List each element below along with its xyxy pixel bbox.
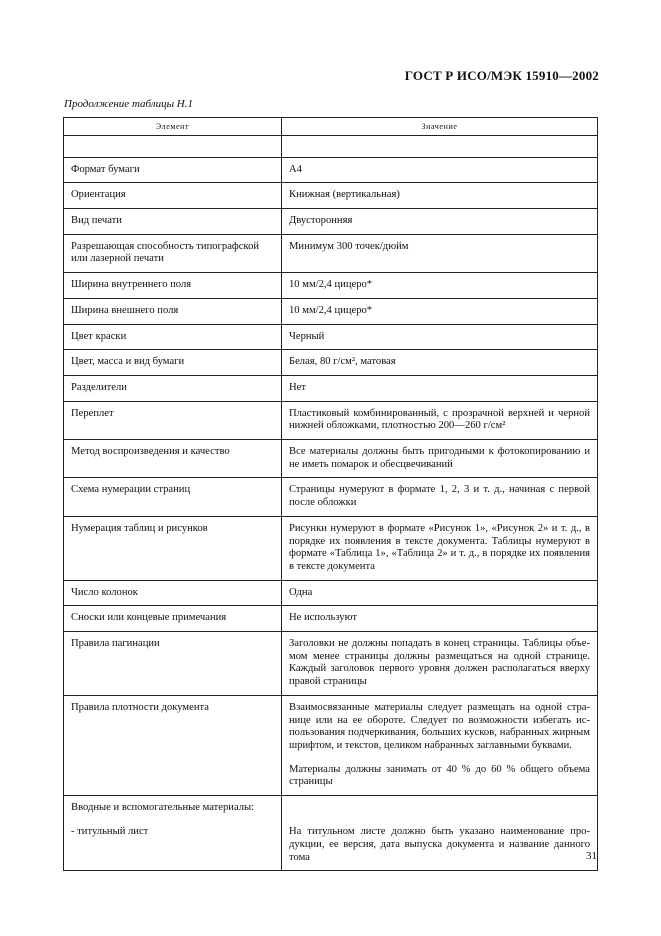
table-row [64, 796, 598, 871]
table-row [64, 401, 598, 439]
page-number: 31 [586, 850, 597, 862]
element-cell: Метод воспроизведения и качество [64, 440, 282, 478]
element-cell: Схема нумерации страниц [64, 478, 282, 516]
element-subitem: - титульный лист [71, 825, 149, 837]
element-paragraph: Вводные и вспомогательные материалы: [71, 802, 255, 814]
table-caption: Продолжение таблицы Н.1 [64, 98, 193, 110]
table-row [64, 632, 598, 696]
element-cell: Цвет, масса и вид бумаги [64, 350, 282, 376]
value-paragraph: На титульном листе должно быть указано наименование продукции, ее версия, дата выпуска документа и название данного тома [289, 826, 590, 863]
document-header: ГОСТ Р ИСО/МЭК 15910—2002 [404, 68, 599, 83]
table-row [64, 516, 598, 580]
value-paragraph: Взаимосвязанные материалы следует размещать на одной странице или на ее обороте. Следует по возможности избегать использования подчеркивания, больших кусков, набранных жирным шрифтом, и текстов, целиком набранных заглавными буквами. [289, 701, 590, 751]
element-cell: Разрешающая способность типографской или лазерной печати [64, 234, 282, 272]
table-row [64, 440, 598, 478]
value-cell: А4 [282, 157, 598, 183]
value-cell: Книжная (вертикальная) [282, 183, 598, 209]
element-cell: Разделители [64, 375, 282, 401]
table-row [64, 234, 598, 272]
table-row [64, 695, 598, 795]
value-cell: Рисунки нумеруют в формате «Рисунок 1», «Рисунок 2» и т. д., в порядке их появления в тексте документа. Таблицы нумеруют в формате «Таблица 1», «Таблица 2» и т. д., в порядке их появления в тексте документа [282, 516, 598, 580]
table-row [64, 298, 598, 324]
element-cell: Вид печати [64, 209, 282, 235]
column-header-value: Значение [282, 118, 598, 136]
table-row [64, 183, 598, 209]
value-cell: Минимум 300 точек/дюйм [282, 234, 598, 272]
table-row [64, 580, 598, 606]
specification-table [63, 117, 598, 871]
element-cell: Число колонок [64, 580, 282, 606]
element-cell: Ширина внутреннего поля [64, 273, 282, 299]
table-row [64, 375, 598, 401]
value-cell: 10 мм/2,4 цицеро* [282, 273, 598, 299]
table-spacer-row [64, 135, 598, 157]
element-cell: Переплет [64, 401, 282, 439]
value-cell: Не используют [282, 606, 598, 632]
table-header-row [64, 118, 598, 136]
element-cell: Цвет краски [64, 324, 282, 350]
element-cell: Нумерация таблиц и рисунков [64, 516, 282, 580]
value-cell: Нет [282, 375, 598, 401]
element-cell: Сноски или концевые примечания [64, 606, 282, 632]
table-row [64, 606, 598, 632]
value-cell: Страницы нумеруют в формате 1, 2, 3 и т. д., начиная с первой после обложки [282, 478, 598, 516]
value-cell: Одна [282, 580, 598, 606]
value-cell: 10 мм/2,4 цицеро* [282, 298, 598, 324]
column-header-element: Элемент [64, 118, 282, 136]
value-cell: Пластиковый комбинированный, с прозрачной верхней и черной нижней обложками, плотностью 200—260 г/см² [282, 401, 598, 439]
table-row [64, 350, 598, 376]
element-cell: Правила плотности документа [64, 695, 282, 795]
table-row [64, 209, 598, 235]
value-cell [282, 695, 598, 795]
element-cell: Ориентация [64, 183, 282, 209]
element-cell: Правила пагинации [64, 632, 282, 696]
element-cell: Формат бумаги [64, 157, 282, 183]
value-cell: Все материалы должны быть пригодными к фотокопированию и не иметь помарок и обесцвечиваний [282, 440, 598, 478]
table-row [64, 273, 598, 299]
value-paragraph: Материалы должны занимать от 40 % до 60 % общего объема страницы [289, 763, 590, 788]
value-cell: Белая, 80 г/см², матовая [282, 350, 598, 376]
value-cell: Черный [282, 324, 598, 350]
element-cell: Ширина внешнего поля [64, 298, 282, 324]
table-row [64, 157, 598, 183]
value-cell [282, 796, 598, 871]
value-cell: Двусторонняя [282, 209, 598, 235]
value-cell: Заголовки не должны попадать в конец страницы. Таблицы объемом менее страницы должны размещаться на одной странице. Каждый заголовок первого уровня должен располагаться вверху правой страницы [282, 632, 598, 696]
table-row [64, 324, 598, 350]
element-cell [64, 796, 282, 871]
table-row [64, 478, 598, 516]
